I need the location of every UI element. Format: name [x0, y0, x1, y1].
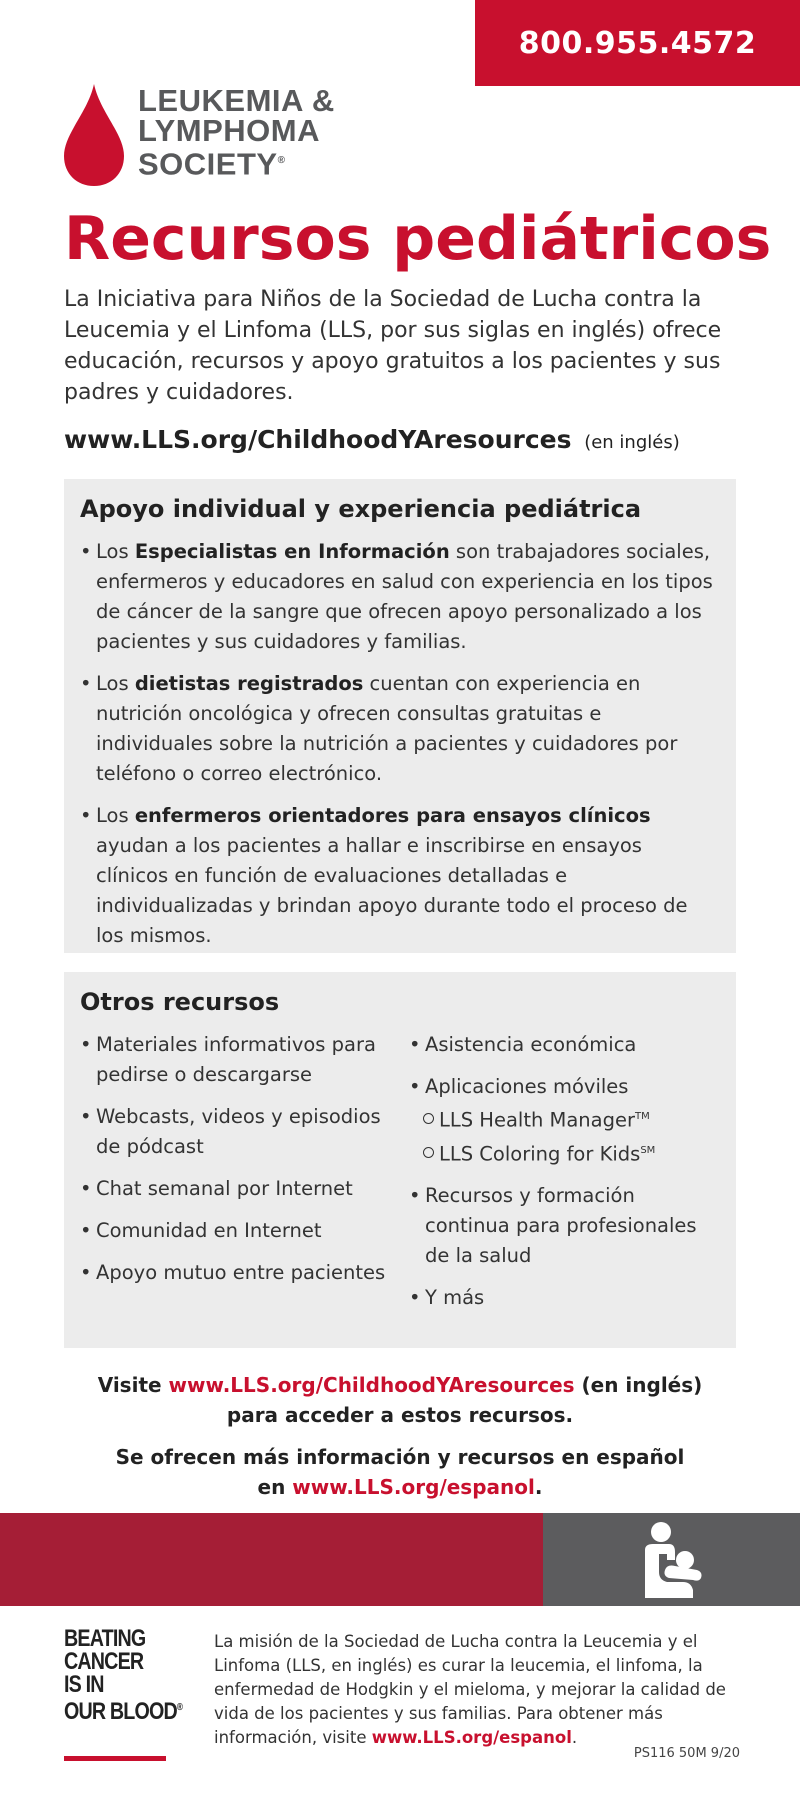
document-code: PS116 50M 9/20 — [633, 1746, 740, 1761]
sub-list-item: LLS Coloring for Kids℠ — [409, 1136, 720, 1170]
resources-url-link[interactable]: www.LLS.org/ChildhoodYAresources — [64, 425, 572, 454]
list-item: • Asistencia económica — [409, 1030, 720, 1060]
visit-callout: Visite www.LLS.org/ChildhoodYAresources (en inglés) para acceder a estos recursos. — [97, 1373, 703, 1427]
list-item: • Y más — [409, 1283, 720, 1313]
intro-paragraph: La Iniciativa para Niños de la Sociedad de Lucha contra la Leucemia y el Linfoma (LLS, por sus siglas en inglés) ofrece educación, recursos y apoyo gratuitos a los pacientes y sus padres y cuidadores. — [64, 287, 722, 405]
list-item: • Los Especialistas en Información son trabajadores sociales, enfermeros y educadores en salud con experiencia en los tipos de cáncer de la sangre que ofrecen apoyo personalizado a los pacientes y sus cuidadores y familias. — [80, 537, 720, 657]
list-item: • Materiales informativos para pedirse o descargarse — [80, 1030, 391, 1090]
list-item: • Comunidad en Internet — [80, 1216, 391, 1246]
blood-drop-icon — [60, 82, 128, 188]
mission-statement: La misión de la Sociedad de Lucha contra la Leucemia y el Linfoma (LLS, en inglés) es curar la leucemia, el linfoma, la enfermedad de Hodgkin y el mieloma, y mejorar la calidad de vida de los pacientes y sus familias. Para obtener más información, visite www.LLS.org/espanol. — [214, 1632, 726, 1747]
other-resources-panel — [64, 972, 736, 1348]
red-band — [0, 1513, 543, 1606]
logo-wordmark — [138, 83, 335, 182]
spanish-url-link[interactable]: www.LLS.org/espanol — [292, 1475, 535, 1499]
list-item: • Recursos y formación continua para profesionales de la salud — [409, 1181, 720, 1271]
sub-list-item: LLS Health Manager™ — [409, 1102, 720, 1136]
list-item: • Webcasts, videos y episodios de pódcast — [80, 1102, 391, 1162]
page-title: Recursos pediátricos — [64, 204, 772, 274]
logo-line3: SOCIETY® — [138, 146, 286, 182]
resources-right-column — [391, 1030, 720, 1325]
mission-url-link[interactable]: www.LLS.org/espanol — [371, 1728, 572, 1747]
resources-left-column — [80, 1030, 391, 1325]
list-item: • Los enfermeros orientadores para ensayos clínicos ayudan a los pacientes a hallar e inscribirse en ensayos clínicos en función de evaluaciones detalladas e individualizadas y brindan apoyo durante todo el proceso de los mismos. — [80, 801, 720, 951]
resources-url-line — [64, 425, 680, 454]
logo-line1: LEUKEMIA & — [138, 83, 335, 118]
registered-mark: ® — [277, 155, 286, 166]
individual-support-panel — [64, 479, 736, 953]
lls-logo — [60, 82, 335, 188]
resources-url-note: (en inglés) — [584, 432, 680, 453]
logo-underline — [64, 1756, 166, 1761]
phone-number[interactable]: 800.955.4572 — [475, 0, 800, 86]
parent-child-icon — [637, 1520, 707, 1600]
spanish-callout: Se ofrecen más información y recursos en español en www.LLS.org/espanol. — [115, 1445, 685, 1499]
list-item: • Aplicaciones móviles — [409, 1072, 720, 1102]
beating-cancer-logo: BEATING CANCER IS IN OUR BLOOD® — [64, 1625, 183, 1725]
gray-band — [543, 1513, 800, 1606]
list-item: • Los dietistas registrados cuentan con experiencia en nutrición oncológica y ofrecen consultas gratuitas e individuales sobre la nutrición a pacientes y cuidadores por teléfono o correo electrónico. — [80, 669, 720, 789]
list-item: • Apoyo mutuo entre pacientes — [80, 1258, 391, 1288]
visit-url-link[interactable]: www.LLS.org/ChildhoodYAresources — [168, 1373, 575, 1397]
panel2-heading: Otros recursos — [80, 988, 280, 1016]
panel1-heading: Apoyo individual y experiencia pediátrica — [80, 495, 642, 523]
logo-line2: LYMPHOMA — [138, 113, 320, 148]
list-item: • Chat semanal por Internet — [80, 1174, 391, 1204]
